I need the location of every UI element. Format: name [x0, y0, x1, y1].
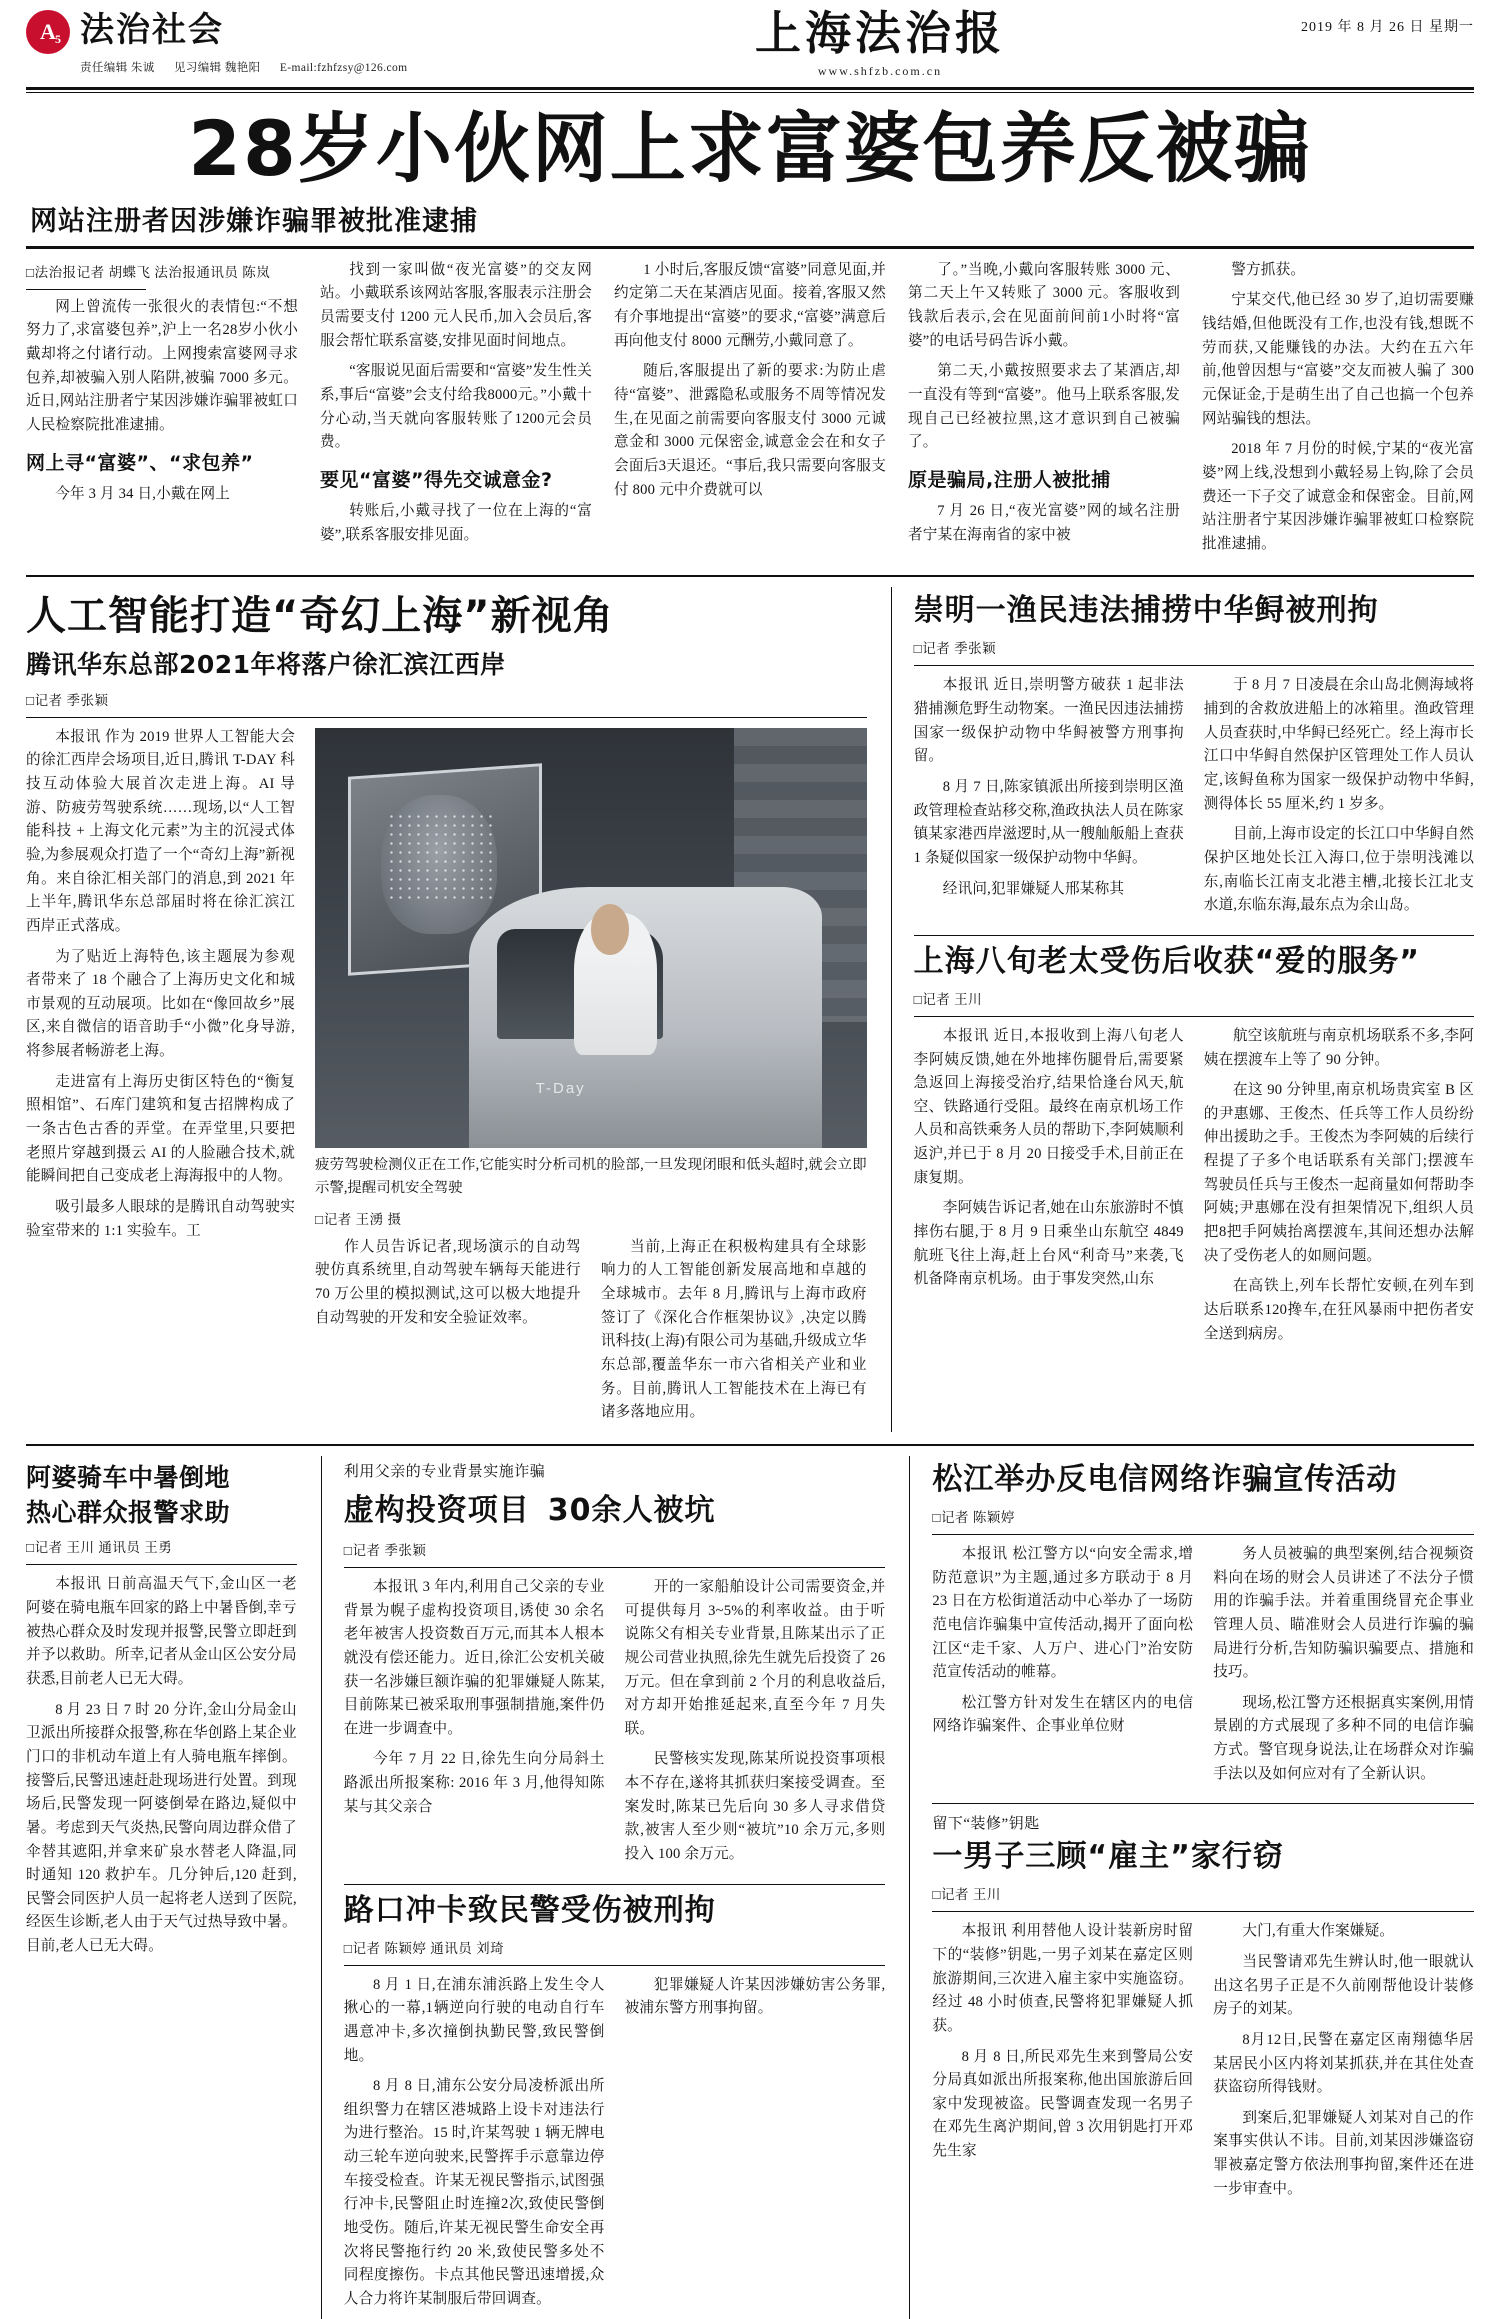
- middle-right-stack: [891, 587, 1474, 1431]
- ai-photo: [315, 728, 867, 1148]
- songjiang-byline: □记者 陈颖婷: [932, 1509, 1015, 1525]
- thief-body: [932, 1920, 1474, 2208]
- elder-p4: 在这 90 分钟里,南京机场贵宾室 B 区的尹惠娜、王俊杰、任兵等工作人员纷纷伸出援助之手。王俊杰为李阿姨的后续行程提了子多个电话联系有关部门;摆渡车驾驶员任兵与王俊杰一起商量如何帮助李阿姨;尹惠娜在没有担架情况下,组织人员把8把手阿姨抬离摆渡车,其间还想办法解决了受伤老人的如厕问题。: [1203, 1082, 1474, 1264]
- middle-band: [26, 587, 1474, 1431]
- granny-byline: □记者 王川 通讯员 王勇: [26, 1540, 173, 1556]
- story-crash: [344, 1893, 886, 2319]
- lead-subtitle-3: 原是骗局,注册人被批捕: [908, 468, 1111, 491]
- lead-p10: 7 月 26 日,“夜光富婆”网的域名注册者宁某在海南省的家中被: [908, 502, 1180, 543]
- thief-byline: □记者 王川: [932, 1887, 1001, 1903]
- story-elder: [914, 944, 1474, 1353]
- credit-email: E-mail:fzhfzsy@126.com: [279, 62, 408, 74]
- masthead-credits: [80, 59, 423, 75]
- thief-col-1: [932, 1920, 1193, 2208]
- lead-col-3: [614, 259, 886, 564]
- paper-title: 上海法治报: [755, 6, 1005, 60]
- crash-p2: 8 月 8 日,浦东公安分局凌桥派出所组织警力在辖区港城路上设卡对违法行为进行整治。15 时,许某驾驶 1 辆无牌电动三轮车逆向驶来,民警挥手示意靠边停车接受检查。许某无视民警指示,试图强行冲卡,民警阻止时连撞2次,致使民警倒地受伤。随后,许某无视民警生命安全再次将民警拖行约 20 米,致使民警多处不同程度擦伤。卡点其他民警迅速增援,众人合力将许某制服后带回调查。: [343, 2078, 605, 2307]
- masthead-rule-thick: [26, 87, 1474, 90]
- section-divider-1: [26, 575, 1474, 577]
- lead-columns: [26, 259, 1474, 564]
- lead-col-4: [908, 259, 1180, 564]
- thief-p6: 到案后,犯罪嫌疑人刘某对自己的作案事实供认不讳。目前,刘某因涉嫌盗窃罪被嘉定警方依法刑事拘留,案件还在进一步审查中。: [1213, 2109, 1474, 2197]
- ai-p5: 作人员告诉记者,现场演示的自动驾驶仿真系统里,自动驾驶车辆每天能进行 70 万公里的模拟测试,这可以极大地提升自动驾驶的开发和安全验证效率。: [315, 1238, 581, 1326]
- invest-title-row: [344, 1487, 886, 1537]
- fish-p3: 经讯问,犯罪嫌疑人邢某称其: [942, 880, 1125, 897]
- elder-byline: □记者 王川: [913, 991, 983, 1007]
- story-ai: [26, 587, 867, 1431]
- byline-divider: [26, 289, 146, 290]
- masthead-left: [26, 10, 586, 75]
- paper-url[interactable]: www.shfzb.com.cn: [817, 64, 943, 78]
- thief-p3: 大门,有重大作案嫌疑。: [1242, 1923, 1395, 1940]
- songjiang-body: [932, 1543, 1474, 1793]
- page-number-letter: A: [40, 19, 56, 44]
- section-divider-4: [344, 1884, 886, 1885]
- lead-subtitle-2: 要见“富婆”得先交诚意金?: [320, 468, 553, 491]
- invest-col-2: [625, 1576, 886, 1874]
- story-invest: [344, 1460, 886, 1874]
- thief-p4: 当民警请邓先生辨认时,他一眼就认出这名男子正是不久前刚帮他设计装修房子的刘某。: [1213, 1954, 1474, 2018]
- invest-rule: [344, 1567, 886, 1568]
- thief-p5: 8月12日,民警在嘉定区南翔德华居某居民小区内将刘某抓获,并在其住处查获盗窃所得钱财。: [1213, 2031, 1474, 2096]
- thief-rule: [932, 1911, 1474, 1912]
- granny-p1: 本报讯 日前高温天气下,金山区一老阿婆在骑电瓶车回家的路上中暑昏倒,幸亏被热心群众及时发现并报警,民警立即赶到并予以救助。所幸,记者从金山区公安分局获悉,目前老人已无大碍。: [26, 1576, 297, 1688]
- ai-subtitle: 腾讯华东总部2021年将落户徐汇滨江西岸: [26, 650, 506, 680]
- crash-title: 路口冲卡致民警受伤被刑拘: [343, 1892, 716, 1928]
- songjiang-p1: 本报讯 松江警方以“向安全需求,增防范意识”为主题,通过多方联动于 8 月 23 日在方松街道活动中心举办了一场防范电信诈骗集中宣传活动,揭开了面向松江区“走千家、人万户、进心门”治安防范宣传活动的帷幕。: [932, 1545, 1194, 1681]
- photo-driver-head: [591, 904, 630, 954]
- songjiang-col-2: [1213, 1543, 1474, 1793]
- photo-face-landmarks: [387, 812, 492, 904]
- masthead-rule-thin: [26, 92, 1474, 93]
- invest-kicker: 利用父亲的专业背景实施诈骗: [343, 1463, 546, 1480]
- fish-byline: □记者 季张颖: [913, 641, 997, 657]
- ai-col-3: [601, 1236, 867, 1432]
- ai-byline: □记者 季张颖: [26, 692, 109, 708]
- bottom-right: [909, 1456, 1474, 2319]
- masthead-center: [586, 6, 1174, 79]
- lead-byline: □法治报记者 胡蝶飞 法治报通讯员 陈岚: [26, 264, 271, 280]
- section-divider-3: [26, 1444, 1474, 1446]
- elder-p1: 本报讯 近日,本报收到上海八旬老人李阿姨反馈,她在外地摔伤腿骨后,需要紧急返回上海接受治疗,结果恰逢台风天,航空、铁路通行受阻。最终在南京机场工作人员和高铁乘务人员的帮助下,李阿姨顺利返沪,并已于 8 月 20 日接受手术,目前正在康复期。: [913, 1027, 1184, 1186]
- songjiang-col-1: [932, 1543, 1193, 1793]
- ai-col-1: [26, 726, 295, 1432]
- fish-body: [914, 674, 1474, 924]
- story-songjiang: [932, 1462, 1474, 1793]
- ai-rule: [26, 717, 867, 718]
- fish-p1: 本报讯 近日,崇明警方破获 1 起非法猎捕濒危野生动物案。一渔民因违法捕捞国家一级保护动物中华鲟被警方刑事拘留。: [913, 677, 1184, 765]
- lead-p3: 找到一家叫做“夜光富婆”的交友网站。小戴联系该网站客服,客服表示注册会员需要支付 1200 元人民币,加入会员后,客服会帮忙联系富婆,安排见面时间地点。: [320, 261, 592, 349]
- songjiang-rule: [932, 1534, 1474, 1535]
- crash-byline: □记者 陈颖婷 通讯员 刘琦: [343, 1940, 505, 1956]
- ai-p6: 当前,上海正在积极构建具有全球影响力的人工智能创新发展高地和卓越的全球城市。去年 8 月,腾讯与上海市政府签订了《深化合作框架协议》,决定以腾讯科技(上海)有限公司为基础,升级成立华东总部,覆盖华东一市六省相关产业和业务。目前,腾讯人工智能技术在上海已有诸多落地应用。: [600, 1238, 867, 1421]
- lead-p11: 警方抓获。: [1231, 261, 1306, 278]
- crash-p1: 8 月 1 日,在浦东浦浜路上发生令人揪心的一幕,1辆逆向行驶的电动自行车遇意冲卡,多次撞倒执勤民警,致民警倒地。: [343, 1976, 605, 2064]
- elder-rule: [914, 1016, 1474, 1017]
- elder-col-2: [1204, 1025, 1474, 1353]
- lead-p6: 1 小时后,客服反馈“富婆”同意见面,并约定第二天在某酒店见面。接着,客服又然有介事地提出“富婆”的要求,“富婆”满意后再向他支付 8000 元酬劳,小戴同意了。: [614, 261, 886, 349]
- lead-headline: 28岁小伙网上求富婆包养反被骗: [188, 104, 1312, 193]
- songjiang-p3: 务人员被骗的典型案例,结合视频资料向在场的财会人员讲述了不法分子惯用的诈骗手法。并着重围绕冒充企事业管理人员、瞄准财会人员进行诈骗的骗局进行分析,告知防骗识骗要点、措施和技巧。: [1213, 1545, 1474, 1681]
- lead-p4: “客服说见面后需要和“富婆”发生性关系,事后“富婆”会支付给我8000元。”小戴十分心动,当天就向客服转账了1200元会员费。: [320, 363, 592, 451]
- thief-col-2: [1213, 1920, 1474, 2208]
- lead-subhead: 网站注册者因涉嫌诈骗罪被批准逮捕: [30, 205, 478, 237]
- fish-col-1: [914, 674, 1184, 924]
- section-divider-2: [914, 935, 1474, 936]
- ai-lower-cols: [315, 1236, 867, 1432]
- masthead-date: 2019 年 8 月 26 日 星期一: [1301, 20, 1474, 35]
- fish-p4: 于 8 月 7 日凌晨在余山岛北侧海域将捕到的舍救放进船上的冰箱里。渔政管理人员查获时,中华鲟已经死亡。经上海市长江口中华鲟自然保护区管理处工作人员认定,该鲟鱼称为国家一级保护动物中华鲟,测得体长 55 厘米,约 1 岁多。: [1203, 677, 1474, 812]
- bottom-middle: [321, 1456, 886, 2319]
- section-title: 法治社会: [80, 12, 224, 49]
- granny-title-line1: 阿婆骑车中暑倒地: [26, 1462, 231, 1492]
- thief-title: 一男子三顾“雇主”家行窃: [932, 1839, 1284, 1875]
- lead-p9: 第二天,小戴按照要求去了某酒店,却一直没有等到“富婆”。他马上联系客服,发现自己已经被拉黑,这才意识到自己被骗了。: [908, 363, 1180, 451]
- songjiang-p2: 松江警方针对发生在辖区内的电信网络诈骗案件、企事业单位财: [932, 1694, 1194, 1735]
- ai-p2: 为了贴近上海特色,该主题展为参观者带来了 18 个融合了上海历史文化和城市景观的互动展项。比如在“像回故乡”展区,来自微信的语音助手“小微”化身导游,将参展者畅游老上海。: [26, 948, 296, 1060]
- fish-p5: 目前,上海市设定的长江口中华鲟自然保护区地处长江入海口,位于崇明浅滩以东,南临长江南支北港主槽,北接长江北支水道,东临东海,最东点为余山岛。: [1203, 826, 1474, 914]
- invest-body: [344, 1576, 886, 1874]
- crash-col-1: [344, 1974, 605, 2319]
- story-thief: [932, 1812, 1474, 2208]
- thief-p2: 8 月 8 日,所民邓先生来到警局公安分局真如派出所报案称,他出国旅游后回家中发现被盗。民警调查发现一名男子在邓先生离沪期间,曾 3 次用钥匙打开邓先生家: [932, 2048, 1194, 2160]
- elder-p2: 李阿姨告诉记者,她在山东旅游时不慎摔伤右腿,于 8 月 9 日乘坐山东航空 4849 航班飞往上海,赶上台风“利奇马”来袭,飞机备降南京机场。由于事发突然,山东: [913, 1200, 1184, 1288]
- fish-p2: 8 月 7 日,陈家镇派出所接到崇明区渔政管理检查站移交称,渔政执法人员在陈家镇某家港西岸滋逻时,从一艘舢舨船上查获 1 条疑似国家一级保护动物中华鲟。: [913, 779, 1184, 866]
- fish-title: 崇明一渔民违法捕捞中华鲟被刑拘: [913, 593, 1379, 629]
- photo-logo-text: T-Day: [535, 1080, 586, 1098]
- invest-title-line2: 30余人被坑: [547, 1492, 716, 1528]
- lead-rule: [26, 246, 1474, 249]
- ai-p1: 本报讯 作为 2019 世界人工智能大会的徐汇西岸会场项目,近日,腾讯 T-DAY 科技互动体验大展首次走进上海。AI 导游、防疲劳驾驶系统……现场,以“人工智能科技 + 上海文化元素”为主的沉浸式体验,为参展观众打造了一个“奇幻上海”新视角。来自徐汇相关部门的消息,到 2021 年上半年,腾讯华东总部届时将在徐汇滨江西岸正式落成。: [26, 728, 296, 934]
- granny-rule: [26, 1564, 297, 1565]
- songjiang-p4: 现场,松江警方还根据真实案例,用情景剧的方式展现了多种不同的电信诈骗方式。警官现身说法,让在场群众对诈骗手法以及如何应对有了全新认识。: [1213, 1694, 1474, 1782]
- crash-body: [344, 1974, 886, 2319]
- elder-body: [914, 1025, 1474, 1353]
- thief-kicker: 留下“装修”钥匙: [932, 1816, 1040, 1833]
- fish-col-2: [1204, 674, 1474, 924]
- granny-title-line2: 热心群众报警求助: [26, 1498, 231, 1528]
- lead-col-5: [1202, 259, 1474, 564]
- credit-trainee-editor: 见习编辑 魏艳阳: [173, 62, 261, 74]
- songjiang-title: 松江举办反电信网络诈骗宣传活动: [932, 1461, 1398, 1497]
- lead-p13: 2018 年 7 月份的时候,宁某的“夜光富婆”网上线,没想到小戴轻易上钩,除了会员费还一下子交了诚意金和保密金。目前,网站注册者宁某因涉嫌诈骗罪被虹口检察院批准逮捕。: [1202, 441, 1474, 552]
- invest-p3: 开的一家船舶设计公司需要资金,并可提供每月 3~5%的利率收益。由于听说陈父有相关专业背景,且陈某出示了正规公司营业执照,徐先生就先后投资了 26 万元。但在拿到前 2 个月的利息收益后,对方却开始推延起来,直至今年 7 月失联。: [624, 1578, 886, 1737]
- page-number-sup: 5: [55, 32, 61, 46]
- lead-p5: 转账后,小戴寻找了一位在上海的“富婆”,联系客服安排见面。: [320, 502, 592, 543]
- lead-p2: 今年 3 月 34 日,小戴在网上: [55, 485, 231, 502]
- granny-p2: 8 月 23 日 7 时 20 分许,金山分局金山卫派出所接群众报警,称在华创路上某企业门口的非机动车道上有人骑电瓶车摔倒。接警后,民警迅速赶赴现场进行处置。到现场后,民警发现一阿婆倒晕在路边,疑似中暑。考虑到天气炎热,民警向周边群众借了伞替其遮阳,并拿来矿泉水替老人降温,同时通知 120 救护车。几分钟后,120 赶到,民警会同医护人员一起将老人送到了医院,经医生诊断,老人由于天气过热导致中暑。目前,老人已无大碍。: [26, 1701, 297, 1955]
- ai-col-2: [315, 1236, 581, 1432]
- ai-photo-caption: 疲劳驾驶检测仪正在工作,它能实时分析司机的脸部,一旦发现闭眼和低头超时,就会立即示警,提醒司机安全驾驶: [315, 1156, 867, 1196]
- lead-p8: 了。”当晚,小戴向客服转账 3000 元、第二天上午又转账了 3000 元。客服收到钱款后表示,会在见面前间前1小时将“富婆”的电话号码告诉小戴。: [908, 261, 1180, 349]
- lead-col-1: [26, 259, 298, 564]
- lead-p1: 网上曾流传一张很火的表情包:“不想努力了,求富婆包养”,沪上一名28岁小伙小戴却将之付诸行动。上网搜索富婆网寻求包养,却被骗入别人陷阱,被骗 7000 多元。近日,网站注册者宁某因涉嫌诈骗罪被虹口人民检察院批准逮捕。: [26, 298, 298, 433]
- elder-title: 上海八旬老太受伤后收获“爱的服务”: [913, 943, 1421, 979]
- section-divider-5: [932, 1803, 1474, 1804]
- masthead: [26, 0, 1474, 79]
- bottom-band: [26, 1456, 1474, 2319]
- invest-col-1: [344, 1576, 605, 1874]
- fish-rule: [914, 665, 1474, 666]
- invest-p4: 民警核实发现,陈某所说投资事项根本不存在,遂将其抓获归案接受调查。至案发时,陈某已先后向 30 多人寻求借贷款,被害人至少则“被坑”10 余万元,多则投入 100 余万元。: [624, 1751, 886, 1862]
- ai-photo-col: [315, 726, 867, 1432]
- elder-p5: 在高铁上,列车长帮忙安顿,在列车到达后联系120搀车,在狂风暴雨中把伤者安全送到病房。: [1203, 1278, 1474, 1342]
- elder-p3: 航空该航班与南京机场联系不多,李阿姨在摆渡车上等了 90 分钟。: [1203, 1027, 1474, 1068]
- lead-p12: 宁某交代,他已经 30 岁了,迫切需要赚钱结婚,但他既没有工作,也没有钱,想既不劳而获,又能赚钱的办法。大约在五六年前,他曾因想与“富婆”交友而被人骗了 300 元保证金,于是萌生出了自己也搞一个包养网站骗钱的想法。: [1202, 292, 1474, 427]
- crash-col-2: [625, 1974, 886, 2319]
- invest-p1: 本报讯 3 年内,利用自己父亲的专业背景为幌子虚构投资项目,诱使 30 余名老年被害人投资数百万元,而其本人根本就没有偿还能力。近日,徐汇公安机关破获一名涉嫌巨额诈骗的犯罪嫌疑人陈某,目前陈某已被采取刑事强制措施,案件仍在进一步调查中。: [343, 1578, 605, 1737]
- crash-p3: 犯罪嫌疑人许某因涉嫌妨害公务罪,被浦东警方刑事拘留。: [624, 1976, 886, 2017]
- credit-editor: 责任编辑 朱诚: [80, 62, 155, 74]
- invest-title-line1: 虚构投资项目: [343, 1492, 530, 1528]
- story-granny: [26, 1456, 297, 2319]
- ai-p4: 吸引最多人眼球的是腾讯自动驾驶实验室带来的 1:1 实验车。工: [26, 1198, 296, 1239]
- ai-p3: 走进富有上海历史街区特色的“衡复照相馆”、石库门建筑和复古招牌构成了一条古色古香的弄堂。在弄堂里,只要把老照片穿越到摄云 AI 的人脸融合技术,就能瞬间把自己变成老上海海报中的人物。: [26, 1073, 296, 1185]
- lead-subtitle-1: 网上寻“富婆”、“求包养”: [26, 451, 254, 474]
- invest-p2: 今年 7 月 22 日,徐先生向分局斜土路派出所报案称: 2016 年 3 月,他得知陈某与其父亲合: [343, 1751, 605, 1815]
- page-number-badge: [26, 10, 70, 54]
- elder-col-1: [914, 1025, 1184, 1353]
- invest-byline: □记者 季张颖: [343, 1542, 427, 1558]
- ai-photo-credit: □记者 王湧 摄: [315, 1211, 402, 1227]
- thief-p1: 本报讯 利用替他人设计装新房时留下的“装修”钥匙,一男子刘某在嘉定区则旅游期间,三次进入雇主家中实施盗窃。经过 48 小时侦查,民警将犯罪嫌疑人抓获。: [932, 1923, 1194, 2034]
- story-fish: [914, 593, 1474, 924]
- lead-col-2: [320, 259, 592, 564]
- lead-p7: 随后,客服提出了新的要求:为防止虐待“富婆”、泄露隐私或服务不周等情况发生,在见面之前需要向客服支付 3000 元诚意金和 3000 元保密金,诚意金会在和女子会面后3天退还。“事后,我只需要向客服支付 800 元中介费就可以: [614, 363, 886, 498]
- ai-body: [26, 726, 867, 1432]
- ai-title: 人工智能打造“奇幻上海”新视角: [26, 593, 614, 640]
- crash-rule: [344, 1965, 886, 1966]
